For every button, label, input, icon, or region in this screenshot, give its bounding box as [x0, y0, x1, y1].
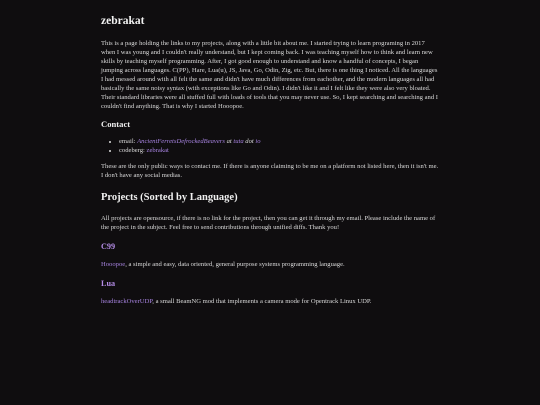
project-desc-headtrack: , a small BeamNG mod that implements a camera mode for Opentrack Linux UDP.: [152, 298, 372, 305]
email-domain: tuta: [233, 138, 244, 145]
codeberg-label: codeberg:: [119, 147, 145, 154]
email-label: email:: [119, 138, 136, 145]
project-link-headtrack[interactable]: headtrackOverUDP: [101, 298, 153, 305]
projects-intro: All projects are opensource, if there is no link for the project, then you can get it through my email. Please include the name of the project in the subject. Feel free to send contributions through unified diffs. Thank you!: [101, 215, 436, 231]
language-heading-lua: Lua: [101, 279, 116, 288]
page-title: zebrakat: [101, 15, 145, 27]
contact-codeberg-item: [119, 146, 439, 155]
email-at: at: [226, 138, 232, 145]
email-tld: io: [255, 138, 261, 145]
email-user: AncientFerretsDefrockedBeavers: [137, 138, 225, 145]
contact-list: [101, 137, 439, 155]
codeberg-link[interactable]: zebrakat: [146, 147, 169, 154]
email-dot: dot: [245, 138, 254, 145]
contact-note: These are the only public ways to contact me. If there is anyone claiming to be me on a platform not listed here, then it isn't me. I don't have any social medias.: [101, 163, 439, 179]
page-content: [101, 0, 439, 306]
about-paragraph: This is a page holding the links to my projects, along with a little bit about me. I started trying to learn programing in 2017 when I was young and I couldn't really understand, but I kept coming back. I was teaching myself how to think and learn new skills by teaching myself programming. After, I got good enough to understand and know a handful of concepts, I began jumping across languages. C(PP), Hare, Lua(u), JS, Java, Go, Odin, Zig, etc. But, there is one thing I noticed. All the languages I had messed around with all felt the same and didn't have much differences from eachother, and the modern languages all had basically the same noisy syntax (with exceptions like Go and Odin). I didn't like it and I felt like they were also very bloated. Their standard libraries were all stuffed full with loads of tools that you may never use. So, I kept searching and searching and I couldn't find anything. That is why I started Hooopoe.: [101, 40, 438, 110]
contact-heading: Contact: [101, 119, 131, 129]
project-item-headtrack: [101, 297, 439, 306]
language-heading-c99: C99: [101, 242, 116, 251]
projects-heading: Projects (Sorted by Language): [101, 192, 238, 203]
project-desc-hooopoe: , a simple and easy, data oriented, general purpose systems programming language.: [125, 261, 345, 268]
project-item-hooopoe: [101, 260, 439, 269]
contact-email-item: [119, 137, 439, 146]
project-link-hooopoe[interactable]: Hooopoe: [101, 261, 126, 268]
